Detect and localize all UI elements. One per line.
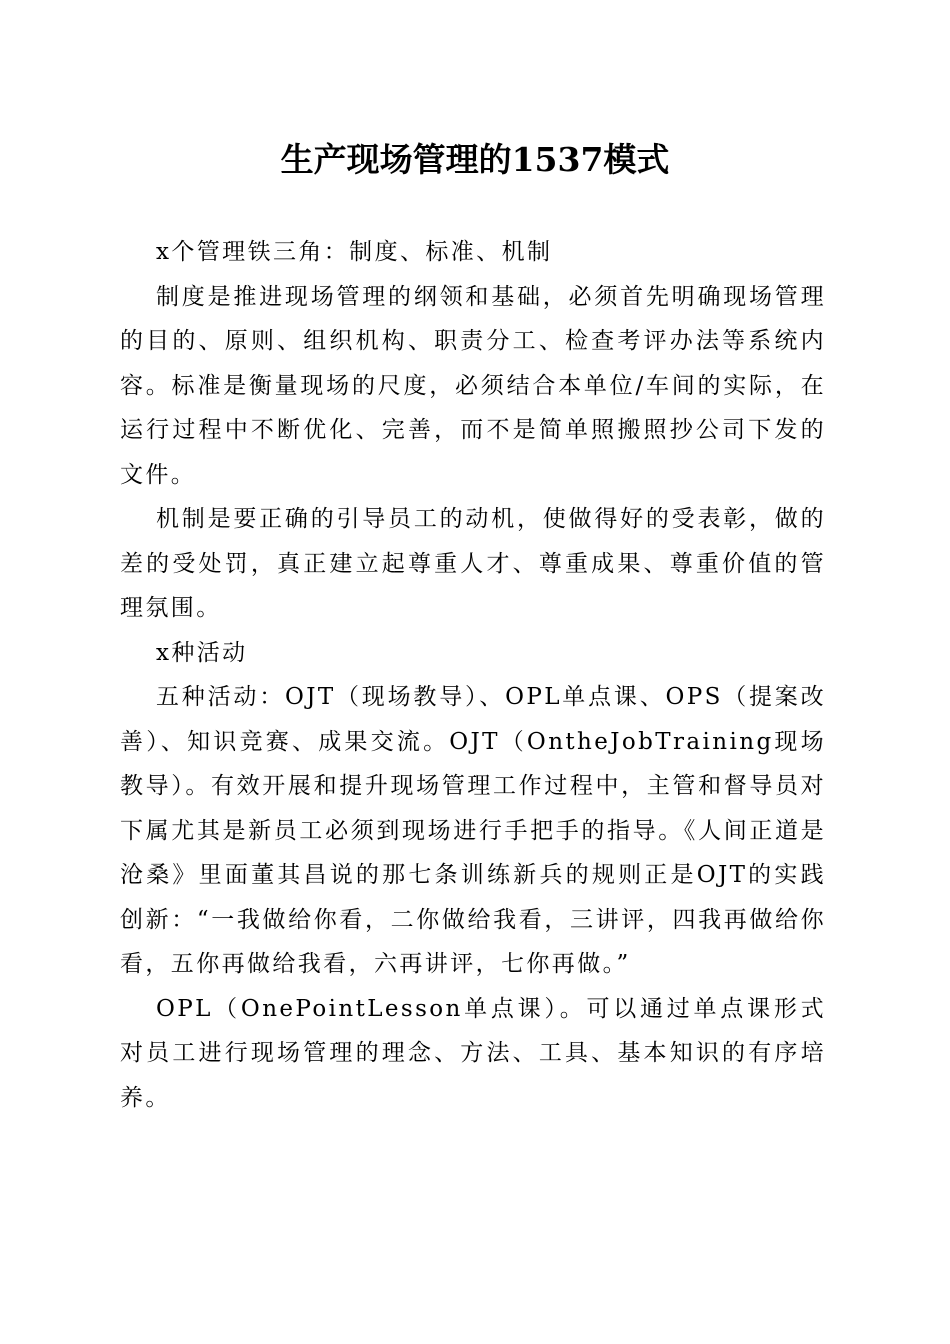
- paragraph-heading-triangle: x个管理铁三角：制度、标准、机制: [156, 239, 553, 265]
- paragraph-mechanism: 机制是要正确的引导员工的动机，使做得好的受表彰，做的差的受处罚，真正建立起尊重人才、尊重成果、尊重价值的管理氛围。: [120, 506, 826, 621]
- paragraph-heading-activities: x种活动: [156, 639, 248, 666]
- document-body: [120, 230, 826, 1120]
- paragraph-five-activities: 五种活动：OJT（现场教导）、OPL单点课、OPS（提案改善）、知识竞赛、成果交流。OJT（OntheJobTraining现场教导）。有效开展和提升现场管理工作过程中，主管和督导员对下属尤其是新员工必须到现场进行手把手的指导。《人间正道是沧桑》里面董其昌说的那七条训练新兵的规则正是OJT的实践创新：“一我做给你看，二你做给我看，三讲评，四我再做给你看，五你再做给我看，六再讲评，七你再做。”: [120, 684, 826, 977]
- paragraph-system-standard: 制度是推进现场管理的纲领和基础，必须首先明确现场管理的目的、原则、组织机构、职责分工、检查考评办法等系统内容。标准是衡量现场的尺度，必须结合本单位/车间的实际，在运行过程中不断优化、完善，而不是简单照搬照抄公司下发的文件。: [120, 283, 826, 488]
- paragraph-opl: OPL（OnePointLesson单点课）。可以通过单点课形式对员工进行现场管理的理念、方法、工具、基本知识的有序培养。: [120, 995, 826, 1111]
- document-title: 生产现场管理的1537模式: [280, 140, 670, 179]
